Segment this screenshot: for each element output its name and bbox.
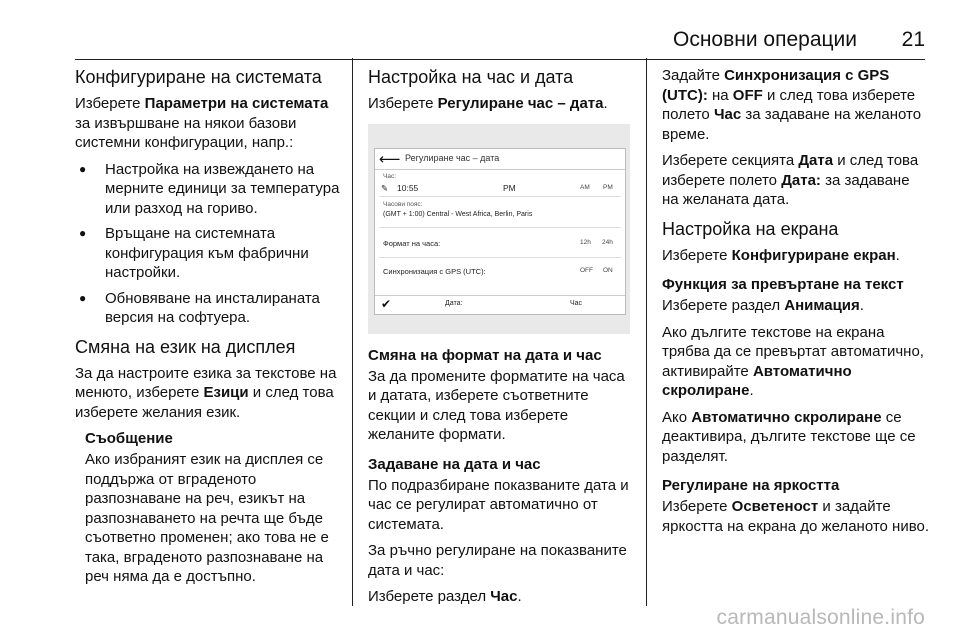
text-run: и след това изберете полето [662, 152, 919, 189]
text-run: Изберете [662, 246, 732, 264]
column-2 [368, 58, 633, 614]
paragraph-change-format: За да промените форматите на часа и датата, изберете съответните секции и след това изберете желаните формати. [368, 367, 625, 443]
text-run: на [707, 86, 733, 104]
12h-toggle: 12h [580, 238, 591, 246]
paragraph-set-time-1: По подразбиране показваните дата и час се регулират автоматично от системата. [368, 476, 629, 533]
list-item: ● Настройка на извеждането на мерните единици за температура или разход на гориво. [75, 160, 347, 219]
bold-term: Час [490, 588, 518, 605]
paragraph-brightness [662, 497, 930, 536]
text-run: Изберете секцията [662, 152, 799, 169]
text-run: за задаване на желаното време. [662, 106, 922, 143]
text-run: и след това изберете полето [662, 86, 916, 123]
paragraph-date [662, 151, 930, 210]
list-item: ● Връщане на системната конфигурация към фабрични настройки. [75, 224, 347, 283]
time-tab: Час [570, 299, 583, 307]
screen-bottom-bar [375, 295, 625, 314]
separator [379, 257, 621, 258]
text-run: Изберете раздел [368, 588, 491, 605]
note-title: Съобщение [85, 430, 173, 447]
paragraph-gps [662, 66, 930, 144]
column-1 [75, 58, 347, 594]
text-run: . [895, 246, 900, 264]
text-run: и задайте яркостта на екрана до желаното ниво. [662, 498, 930, 535]
separator [379, 227, 621, 228]
timezone-label: Часови пояс: [383, 200, 423, 208]
date-tab: Дата: [445, 299, 463, 307]
page-header [75, 18, 925, 56]
column-divider-2 [646, 58, 647, 606]
list-item: ● Обновяване на инсталираната версия на софтуера. [75, 289, 347, 328]
bold-term: Параметри на системата [144, 95, 329, 112]
heading-set-time: Задаване на дата и час [368, 455, 541, 473]
screen-panel [374, 148, 626, 315]
bold-term: Регулиране час – дата [437, 95, 604, 112]
text-run: . [749, 382, 754, 399]
heading-display-language: Смяна на език на дисплея [75, 336, 296, 357]
text-run: за извършване на някои базови системни конфигурации, напр.: [75, 114, 297, 151]
text-run: Изберете [75, 95, 145, 112]
text-run: за задаване на желаната дата. [662, 171, 910, 208]
on-toggle: ON [603, 266, 613, 274]
page-number: 21 [901, 28, 925, 51]
text-run: . [603, 95, 608, 112]
note-box [75, 429, 347, 587]
bold-term: OFF [732, 86, 763, 104]
text-run: За да настроите езика за текстове на менюто, изберете [75, 364, 337, 401]
pm-toggle: PM [603, 183, 613, 191]
text-run: Изберете раздел [662, 297, 785, 314]
paragraph-long-text [662, 323, 930, 401]
timezone-value: (GMT + 1:00) Central - West Africa, Berlin, Paris [383, 210, 533, 218]
heading-text-scroll: Функция за превъртане на текст [662, 276, 904, 293]
back-arrow-icon: ⟵ [379, 150, 401, 168]
gps-sync-label: Синхронизация с GPS (UTC): [383, 266, 486, 276]
heading-system-config: Конфигуриране на системата [75, 67, 322, 87]
note-text: Ако избраният език на дисплея се поддържа от вграденото разпознаване на реч, езикът на разпознаването на речта ще бъде съответно променен; ако това не е така, вграденото разпознаване на реч няма да е достъпно. [85, 451, 329, 585]
bold-term: Синхронизация с GPS (UTC): [662, 67, 890, 104]
watermark: carmanualsonline.info [716, 606, 925, 629]
text-run: се деактивира, дългите текстове ще се разделят. [662, 408, 916, 465]
pm-value: PM [503, 182, 516, 193]
am-toggle: AM [580, 183, 590, 191]
separator [379, 196, 621, 197]
text-run: Изберете [368, 95, 438, 112]
paragraph-animation [662, 296, 930, 316]
bold-term: Дата [798, 152, 834, 169]
paragraph-set-time-3 [368, 587, 633, 607]
text-run: и след това изберете желания език. [75, 384, 334, 421]
heading-brightness: Регулиране на яркостта [662, 477, 840, 494]
bold-term: Час [713, 106, 742, 123]
screen-title-bar [375, 149, 625, 170]
config-bullet-list [75, 160, 347, 328]
heading-change-format: Смяна на формат на дата и час [368, 346, 602, 364]
column-divider-1 [352, 58, 353, 606]
header-title: Основни операции [672, 28, 857, 51]
paragraph-screen-settings [662, 246, 930, 266]
heading-time-date: Настройка на час и дата [368, 67, 574, 87]
column-3 [662, 58, 930, 543]
bold-term: Дата: [781, 171, 821, 189]
bold-term: Автоматично скролиране [662, 362, 852, 399]
text-run: Задайте [662, 67, 725, 84]
time-date-screenshot [368, 124, 630, 334]
check-icon: ✔ [381, 296, 392, 311]
bold-term: Анимация [784, 297, 860, 314]
text-run: Ако [662, 408, 692, 426]
time-value: 10:55 [397, 182, 419, 193]
text-run: Изберете [662, 498, 732, 515]
paragraph-system-config [75, 94, 347, 153]
bold-term: Автоматично скролиране [691, 408, 882, 426]
bold-term: Конфигуриране екран [731, 246, 896, 264]
screen-title: Регулиране час – дата [405, 152, 500, 163]
bold-term: Езици [203, 384, 249, 401]
pencil-icon: ✎ [381, 182, 389, 193]
paragraph-set-time-2: За ръчно регулиране на показваните дата и час: [368, 542, 627, 579]
bold-term: Осветеност [731, 498, 819, 515]
heading-screen-settings: Настройка на екрана [662, 218, 839, 239]
format-label: Формат на часа: [383, 238, 441, 248]
paragraph-deactivate [662, 408, 930, 467]
24h-toggle: 24h [602, 238, 613, 246]
text-run: Ако дългите текстове на екрана трябва да се превъртат автоматично, активирайте [662, 323, 924, 380]
text-run: . [859, 297, 864, 314]
paragraph-display-language [75, 364, 347, 423]
time-label: Час: [383, 172, 397, 180]
paragraph-time-date [368, 94, 633, 114]
text-run: . [517, 588, 522, 605]
off-toggle: OFF [580, 266, 593, 274]
